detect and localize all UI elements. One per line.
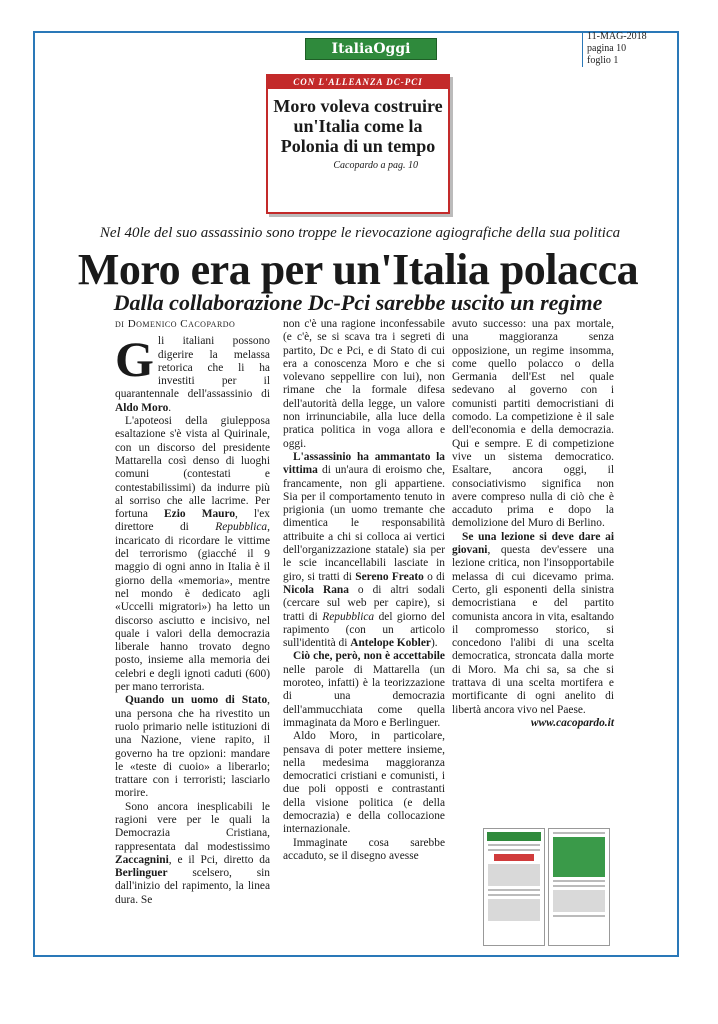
stamp-page: pagina 10	[587, 43, 627, 54]
article-column-2	[283, 318, 445, 863]
paragraph: Sono ancora inesplicabili le ragioni vere per le quali la Democrazia Cristiana, rappresentata dal modestissimo Zaccagnini, e il Pci, diretto da Berlinguer scelsero, sin dall'inizio del rapimento, la linea dura. Se	[115, 800, 270, 906]
teaser-title: Moro voleva costruire un'Italia come la Polonia di un tempo	[273, 96, 443, 156]
paragraph: Quando un uomo di Stato, una persona che ha rivestito un ruolo primario nelle istituzioni di una Nazione, viene rapito, il governo ha tre opzioni: mandare le «teste di cuoio» a liberarlo; trattare con i terroristi; lasciarlo morire.	[115, 694, 270, 800]
article-page-thumbnail	[548, 828, 610, 946]
front-page-teaser	[266, 74, 450, 214]
teaser-reference: Cacopardo a pag. 10	[333, 160, 418, 171]
paragraph: avuto successo: una pax mortale, una maggioranza senza opposizione, un regime insomma, come quello polacco o della Germania dell'Est nel quale sedevano al governo con i comunisti partiti democristiani di comodo. La competizione è il sale dell'economia e della democrazia. Qui e sempre. E di competizione vive un sistema democratico. Esaltare, ancora oggi, il consociativismo significa non avere compreso nulla di ciò che è accaduto prima e dopo la demolizione del Muro di Berlino.	[452, 318, 614, 530]
paragraph: Aldo Moro, in particolare, pensava di poter mettere insieme, nella medesima maggioranza democratici cristiani e comunisti, i due poli opposti e contrastanti della visione politica (e della democrazia) e della collocazione internazionale.	[283, 730, 445, 836]
paragraph: Se una lezione si deve dare ai giovani, questa dev'essere una lezione critica, non l'insopportabile melassa di cui dicevamo prima. Certo, gli esponenti della sinistra democristiana e del partito comunista ancora in vita, esaltando il compromesso storico, si concedono l'alibi di una scelta democratica, stroncata dalla morte di Moro. Ma chi sa, sa che si trattava di una scelta mortifera e mortificante di ogni anelito di libertà ancora vivo nel Paese.	[452, 530, 614, 716]
clipping-stamp	[582, 31, 679, 67]
article-headline: Moro era per un'Italia polacca	[77, 245, 639, 294]
masthead-logo: ItaliaOggi	[305, 38, 437, 60]
article-overline: Nel 40le del suo assassinio sono troppe le rievocazione agiografiche della sua politica	[99, 225, 621, 241]
front-page-thumbnail	[483, 828, 545, 946]
paragraph: L'apoteosi della giulepposa esaltazione s'è vista al Quirinale, con un discorso del presidente Mattarella così denso di luoghi comuni (contestati e contestabilissimi) da indurre più al sorriso che alle lacrime. Per fortuna Ezio Mauro, l'ex direttore di Repubblica, incaricato di ricordare le vittime del terrorismo (giacché il 9 maggio di ogni anno in Italia è il giorno della «memoria», mentre nel mondo è dedicato agli «Uccelli migratori») ha letto un discorso asciutto e incisivo, nel quale i valori della democrazia liberale hanno trovato degno posto, insieme alla memoria dei celebri e degli ignoti caduti (600) per mano terrorista.	[115, 415, 270, 694]
thumbnail-masthead	[487, 832, 541, 841]
stamp-date: 11-MAG-2018	[587, 31, 647, 42]
byline: di Domenico Cacopardo	[115, 318, 236, 330]
author-name: Domenico Cacopardo	[127, 318, 236, 330]
paragraph: Ciò che, però, non è accettabile nelle parole di Mattarella (un moroteo, infatti) è la teorizzazione di una democrazia dell'ammucchiata come quella immaginata da Moro e Berlinguer.	[283, 650, 445, 729]
author-website: www.cacopardo.it	[530, 716, 614, 729]
thumbnail-green-panel	[553, 837, 605, 877]
teaser-kicker: CON L'ALLEANZA DC-PCI	[268, 76, 448, 89]
stamp-sheet: foglio 1	[587, 55, 619, 66]
article-column-3	[452, 318, 614, 730]
drop-cap: G	[115, 331, 154, 388]
article-subhead: Dalla collaborazione Dc-Pci sarebbe uscito un regime	[113, 290, 603, 315]
article-column-1	[115, 318, 270, 907]
paragraph: non c'è una ragione inconfessabile (e c'è, se si scava tra i segreti di partito, Dc e Pci, e di Stato di cui era a conoscenza Moro e che si volevano seppellire con lui), non rimane che la formale difesa dell'autorità della legge, un valore non irrinunciabile, alla luce della pratica politica in voga allora e oggi.	[283, 318, 445, 450]
paragraph: Immaginate cosa sarebbe accaduto, se il disegno avesse	[283, 836, 445, 862]
paragraph: Gli italiani possono digerire la melassa retorica che li ha investiti per il quarantennale dell'assassinio di Aldo Moro.	[115, 331, 270, 414]
paragraph: L'assassinio ha ammantato la vittima di un'aura di eroismo che, francamente, non gli appartiene. Sia per il comportamento tenuto in prigionia (un uomo tremante che dimentica le responsabilità attribuite a chi si colloca ai vertici dell'organizzazione statale) sia per le scie incancellabili lasciate in giro, si tratti di Sereno Freato o di Nicola Rana o di altri sodali (cercare sul web per capire), si tratti di Repubblica del giorno del rapimento (con un articolo sull'identità di Antelope Kobler).	[283, 450, 445, 650]
